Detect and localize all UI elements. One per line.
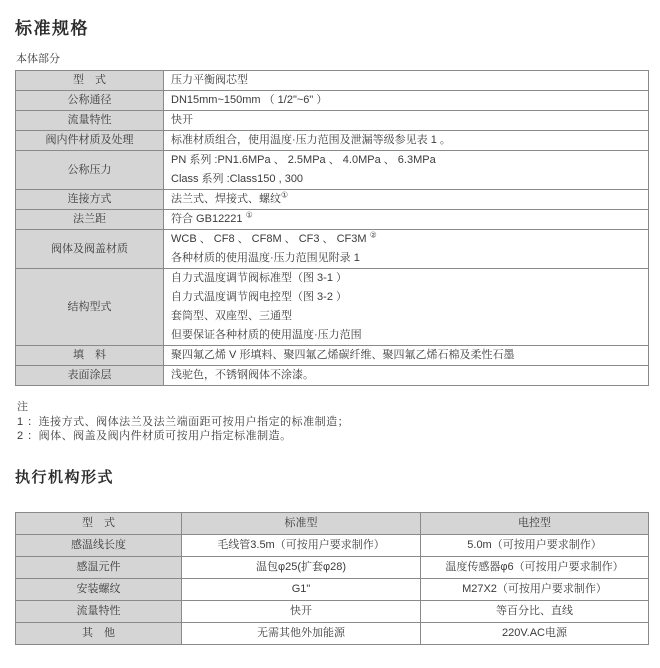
electric-value-cell: 5.0m（可按用户要求制作）: [421, 534, 649, 556]
actuator-table: [15, 512, 649, 645]
table-row: [16, 269, 649, 346]
note-line: 1 ：连接方式、阀体法兰及法兰端面距可按用户指定的标准制造；: [17, 415, 350, 428]
value-line: Class 系列 :Class150 , 300: [171, 173, 304, 185]
table-row: [16, 151, 649, 190]
table-row: [16, 622, 649, 644]
row-value-cell: [164, 346, 649, 366]
table-row: [16, 600, 649, 622]
row-label-cell: 安装螺纹: [16, 578, 182, 600]
actuator-section-title: 执行机构形式: [15, 468, 115, 486]
value-line: 自力式温度调节阀电控型（图 3-2 ）: [171, 291, 348, 303]
table-row: [16, 190, 649, 210]
value-line: 法兰式、焊接式、螺纹①: [171, 190, 289, 205]
value-line: 各种材质的使用温度·压力范围见附录 1: [171, 252, 360, 264]
value-line: 但要保证各种材质的使用温度·压力范围: [171, 329, 362, 341]
table-row: [16, 366, 649, 386]
value-line: 标准材质组合，使用温度·压力范围及泄漏等级参见表 1 。: [171, 134, 451, 146]
value-line: 浅驼色，不锈钢阀体不涂漆。: [171, 369, 314, 381]
standard-value-cell: 无需其他外加能源: [182, 622, 421, 644]
row-label-cell: 结构型式: [16, 269, 164, 346]
row-label-cell: 感温线长度: [16, 534, 182, 556]
table-row: [16, 578, 649, 600]
row-label-cell: 流量特性: [16, 111, 164, 131]
actuator-tbody: [16, 512, 649, 644]
table-row: [16, 230, 649, 269]
table-row: [16, 346, 649, 366]
table-row: [16, 111, 649, 131]
table-row: [16, 91, 649, 111]
note-ref-superscript: ①: [245, 210, 253, 220]
electric-value-cell: 220V.AC电源: [421, 622, 649, 644]
row-label-cell: 阀内件材质及处理: [16, 131, 164, 151]
value-line: DN15mm~150mm （ 1/2"~6" ）: [171, 94, 328, 106]
body-spec-tbody: [16, 71, 649, 386]
row-label-cell: 流量特性: [16, 600, 182, 622]
value-line: 套筒型、双座型、三通型: [171, 310, 292, 322]
header-electric-cell: 电控型: [421, 512, 649, 534]
body-spec-table: [15, 70, 649, 386]
row-label-cell: 型 式: [16, 71, 164, 91]
row-label-cell: 公称压力: [16, 151, 164, 190]
standard-spec-title: 标准规格: [15, 19, 89, 38]
table-row: [16, 131, 649, 151]
value-line: 符合 GB12221 ①: [171, 210, 253, 225]
table-row: [16, 534, 649, 556]
notes-list: [17, 415, 648, 444]
row-label-cell: 阀体及阀盖材质: [16, 230, 164, 269]
value-line: 压力平衡阀芯型: [171, 74, 248, 86]
notes-block: [17, 400, 648, 444]
row-label-cell: 法兰距: [16, 210, 164, 230]
electric-value-cell: 等百分比、直线: [421, 600, 649, 622]
table-row: [16, 210, 649, 230]
table-row: [16, 71, 649, 91]
row-label-cell: 感温元件: [16, 556, 182, 578]
value-line: 快开: [171, 114, 193, 126]
row-value-cell: [164, 91, 649, 111]
value-line: WCB 、 CF8 、 CF8M 、 CF3 、 CF3M ②: [171, 230, 377, 245]
electric-value-cell: M27X2（可按用户要求制作）: [421, 578, 649, 600]
row-value-cell: [164, 190, 649, 210]
row-value-cell: [164, 366, 649, 386]
electric-value-cell: 温度传感器φ6（可按用户要求制作）: [421, 556, 649, 578]
standard-value-cell: 毛线管3.5m（可按用户要求制作）: [182, 534, 421, 556]
row-label-cell: 公称通径: [16, 91, 164, 111]
value-line: 自力式温度调节阀标准型（图 3-1 ）: [171, 272, 348, 284]
body-part-subtitle: 本体部分: [16, 53, 60, 65]
standard-value-cell: G1": [182, 578, 421, 600]
row-value-cell: [164, 151, 649, 190]
row-label-cell: 表面涂层: [16, 366, 164, 386]
value-line: 聚四氟乙烯 V 形填料、聚四氟乙烯碳纤维、聚四氟乙烯石棉及柔性石墨: [171, 349, 515, 361]
row-value-cell: [164, 269, 649, 346]
table-header-row: [16, 512, 649, 534]
table-row: [16, 556, 649, 578]
header-type-cell: 型 式: [16, 512, 182, 534]
notes-heading: 注: [17, 401, 29, 413]
row-label-cell: 其 他: [16, 622, 182, 644]
row-value-cell: [164, 230, 649, 269]
row-value-cell: [164, 111, 649, 131]
header-standard-cell: 标准型: [182, 512, 421, 534]
row-value-cell: [164, 131, 649, 151]
value-line: PN 系列 :PN1.6MPa 、 2.5MPa 、 4.0MPa 、 6.3MPa: [171, 154, 436, 166]
standard-value-cell: 温包φ25(扩套φ28): [182, 556, 421, 578]
note-ref-superscript: ①: [281, 190, 289, 200]
note-ref-superscript: ②: [369, 230, 377, 240]
row-value-cell: [164, 71, 649, 91]
standard-value-cell: 快开: [182, 600, 421, 622]
row-label-cell: 连接方式: [16, 190, 164, 210]
row-value-cell: [164, 210, 649, 230]
note-line: 2 ：阀体、阀盖及阀内件材质可按用户指定标准制造。: [17, 430, 292, 442]
row-label-cell: 填 料: [16, 346, 164, 366]
